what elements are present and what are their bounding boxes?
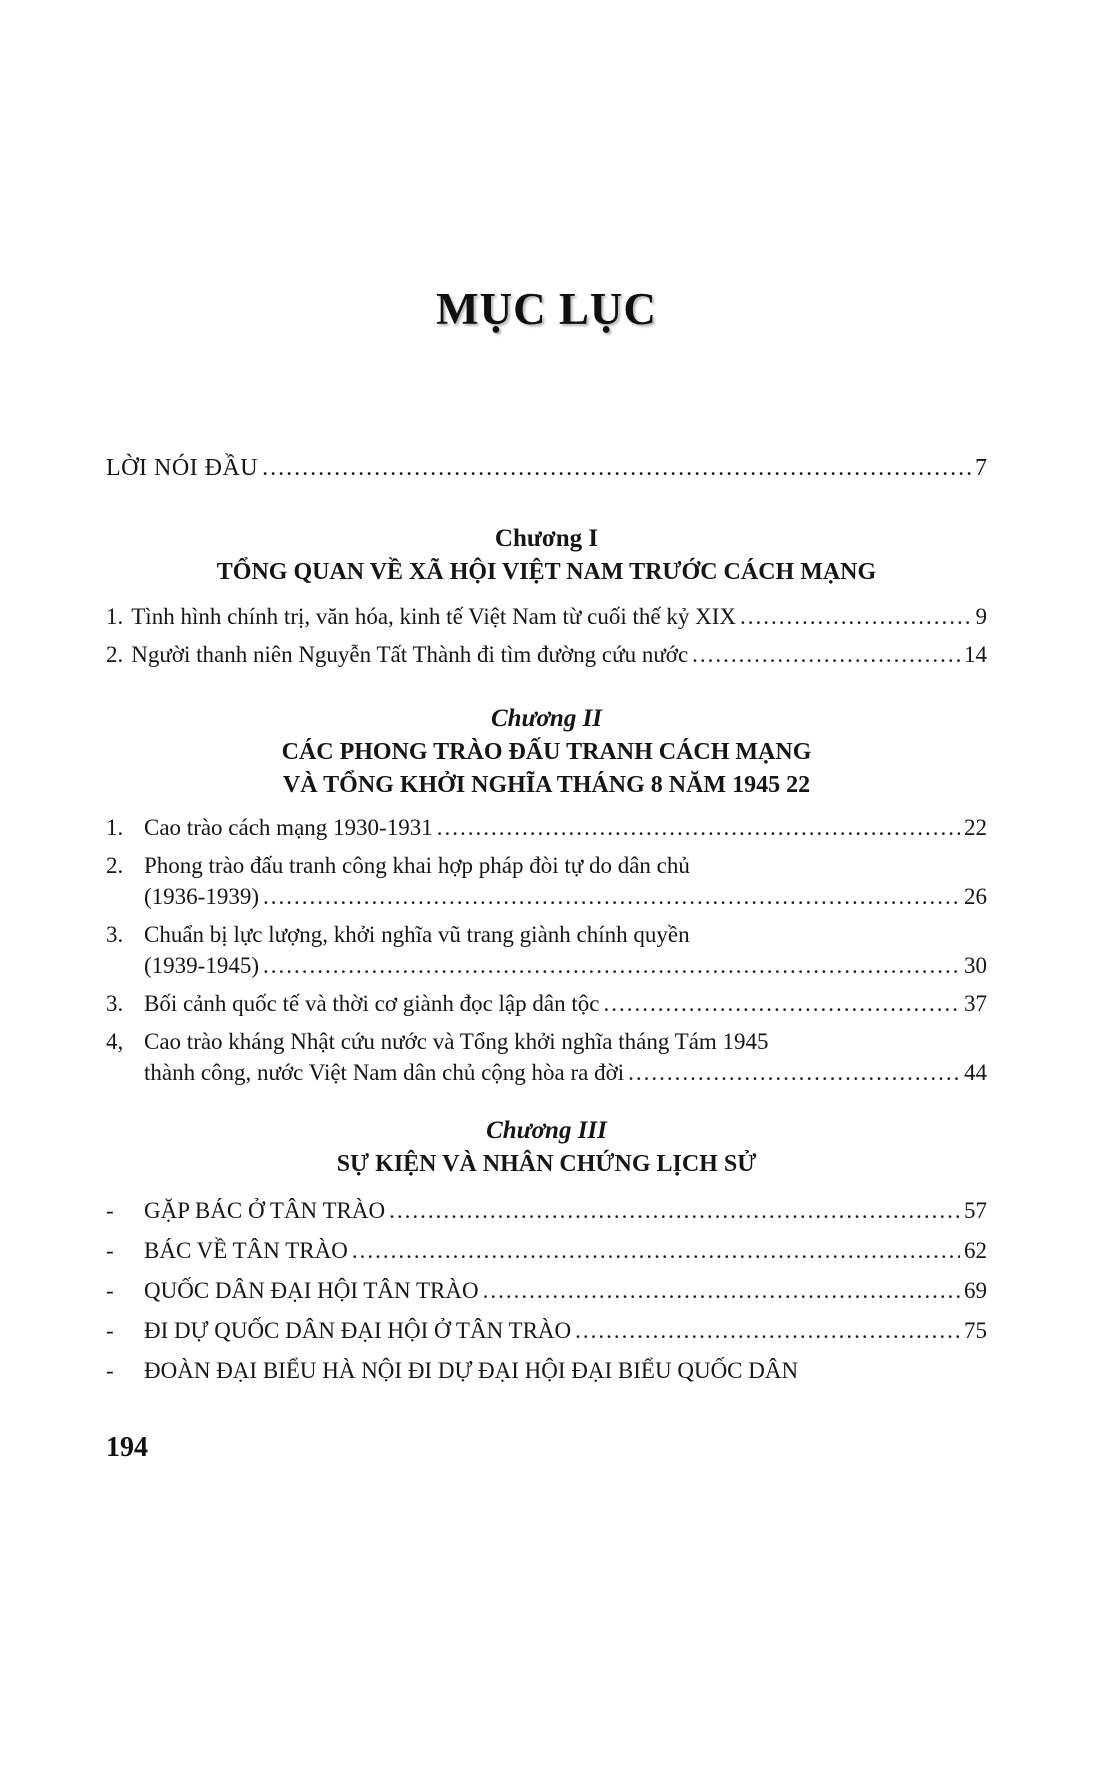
entry-line2-row (144, 1057, 987, 1088)
entry-text: QUỐC DÂN ĐẠI HỘI TÂN TRÀO (144, 1278, 479, 1303)
toc-entry (106, 1315, 987, 1346)
entry-page-number: 9 (975, 604, 987, 629)
chapter-2-subtitle-line1: CÁC PHONG TRÀO ĐẤU TRANH CÁCH MẠNG (281, 739, 812, 765)
dot-leader (352, 1235, 960, 1266)
entry-marker: 4, (106, 1029, 124, 1054)
entry-page-number: 57 (964, 1198, 987, 1223)
dot-leader (263, 881, 960, 912)
entry-body (144, 919, 987, 981)
dot-leader (692, 639, 960, 670)
entry-marker: - (106, 1278, 114, 1303)
toc-entry (106, 639, 987, 670)
dot-leader (389, 1195, 960, 1226)
entry-marker: 2. (106, 642, 124, 667)
entry-page-number: 26 (964, 884, 987, 909)
entry-marker: 1. (106, 604, 124, 629)
entry-text-line2: (1939-1945) (144, 953, 259, 978)
chapter-1-heading: Chương I (494, 525, 599, 552)
dot-leader (575, 1315, 960, 1346)
dot-leader (740, 601, 972, 632)
entry-text: Bối cảnh quốc tế và thời cơ giành đọc lập dân tộc (144, 991, 600, 1016)
entry-page-number: 14 (964, 642, 987, 667)
entry-body (144, 1026, 987, 1088)
toc-entry-preface (106, 453, 987, 484)
chapter-3-section (106, 1114, 987, 1386)
entry-text-line2: (1936-1939) (144, 884, 259, 909)
dot-leader (263, 950, 960, 981)
chapter-3-subtitle: SỰ KIỆN VÀ NHÂN CHỨNG LỊCH SỬ (336, 1151, 757, 1177)
dot-leader (483, 1275, 960, 1306)
entry-page-number: 62 (964, 1238, 987, 1263)
entry-text-line1: Phong trào đấu tranh công khai hợp pháp đòi tự do dân chủ (144, 853, 690, 878)
chapter-3-entries (106, 1195, 987, 1386)
entry-marker: 3. (106, 991, 124, 1016)
entry-page-number: 7 (975, 455, 987, 481)
toc-entry (106, 1355, 987, 1386)
dot-leader (437, 812, 960, 843)
toc-entry (106, 988, 987, 1019)
chapter-2-subtitle-line2: VÀ TỔNG KHỞI NGHĨA THÁNG 8 NĂM 1945 22 (282, 772, 811, 798)
chapter-2-entries (106, 812, 987, 1088)
entry-page-number: 69 (964, 1278, 987, 1303)
chapter-1-subtitle: TỔNG QUAN VỀ XÃ HỘI VIỆT NAM TRƯỚC CÁCH MẠNG (216, 559, 877, 585)
entry-text: GẶP BÁC Ở TÂN TRÀO (144, 1198, 386, 1223)
entry-text: Tình hình chính trị, văn hóa, kinh tế Việt Nam từ cuối thế kỷ XIX (131, 604, 736, 629)
entry-page-number: 37 (964, 991, 987, 1016)
toc-entry (106, 601, 987, 632)
entry-page-number: 30 (964, 953, 987, 978)
dot-leader (628, 1057, 960, 1088)
toc-entry (106, 1235, 987, 1266)
dot-leader (262, 453, 971, 484)
entry-marker: 3. (106, 922, 124, 947)
toc-entry (106, 1026, 987, 1088)
footer-page-number: 194 (106, 1432, 148, 1463)
toc-entry (106, 1195, 987, 1226)
entry-page-number: 75 (964, 1318, 987, 1343)
chapter-2-heading: Chương II (490, 705, 603, 732)
entry-marker: - (106, 1318, 114, 1343)
entry-text: Cao trào cách mạng 1930-1931 (144, 815, 433, 840)
entry-text-line1: Cao trào kháng Nhật cứu nước và Tổng khởi nghĩa tháng Tám 1945 (144, 1029, 769, 1054)
chapter-1-section (106, 522, 987, 670)
dot-leader (603, 988, 960, 1019)
toc-entry (106, 812, 987, 843)
entry-text-line2: thành công, nước Việt Nam dân chủ cộng hòa ra đời (144, 1060, 625, 1085)
entry-text: BÁC VỀ TÂN TRÀO (144, 1238, 348, 1263)
toc-entry (106, 919, 987, 981)
entry-text-line1: Chuẩn bị lực lượng, khởi nghĩa vũ trang giành chính quyền (144, 922, 690, 947)
entry-text: ĐOÀN ĐẠI BIỂU HÀ NỘI ĐI DỰ ĐẠI HỘI ĐẠI BIỂU QUỐC DÂN (144, 1358, 799, 1383)
chapter-2-section (106, 702, 987, 1088)
entry-text: LỜI NÓI ĐẦU (106, 455, 259, 481)
entry-marker: 2. (106, 853, 124, 878)
entry-text: Người thanh niên Nguyễn Tất Thành đi tìm đường cứu nước (131, 642, 689, 667)
entry-page-number: 22 (964, 815, 987, 840)
entry-marker: - (106, 1238, 114, 1263)
toc-entry (106, 850, 987, 912)
entry-marker: 1. (106, 815, 124, 840)
entry-text: ĐI DỰ QUỐC DÂN ĐẠI HỘI Ở TÂN TRÀO (144, 1318, 572, 1343)
entry-page-number: 44 (964, 1060, 987, 1085)
chapter-1-entries (106, 601, 987, 670)
entry-line2-row (144, 950, 987, 981)
entry-marker: - (106, 1198, 114, 1223)
entry-marker: - (106, 1358, 114, 1383)
toc-entry (106, 1275, 987, 1306)
chapter-3-heading: Chương III (486, 1117, 607, 1144)
entry-line2-row (144, 881, 987, 912)
entry-body (144, 850, 987, 912)
page-title: MỤC LỤC (436, 284, 657, 334)
